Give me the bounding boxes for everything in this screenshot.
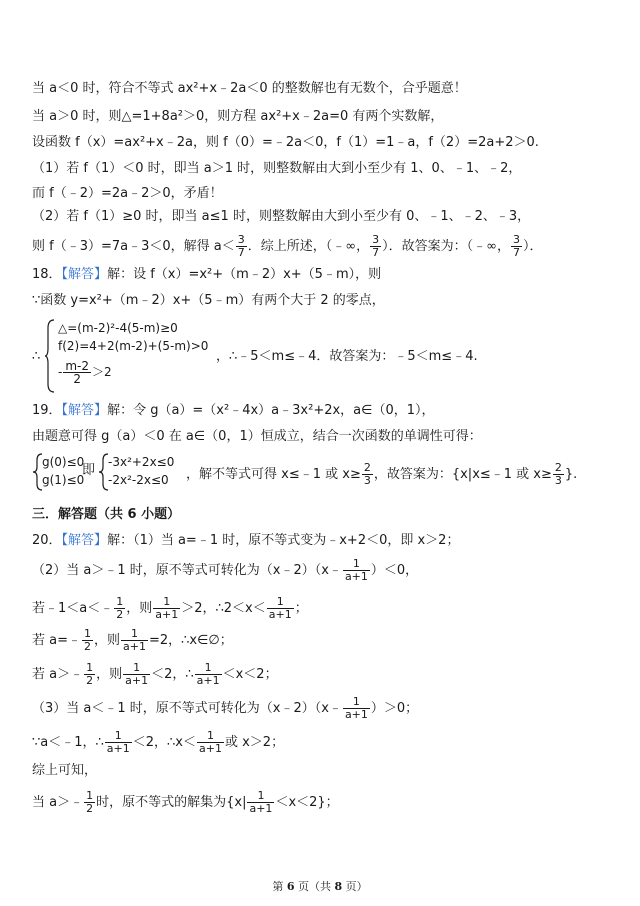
question-18-line bbox=[32, 266, 381, 284]
text-line: 当 a＜0 时，符合不等式 ax²+x﹣2a＜0 的整数解也有无数个，合乎题意！ bbox=[32, 81, 467, 96]
text-line-with-fractions: （2）当 a＞﹣1 时，原不等式可转化为（x﹣2）（x﹣ $\frac{1}{a+1}$ ）＜0， bbox=[32, 557, 419, 583]
system-row: g(0)≤0 bbox=[42, 455, 85, 469]
question-number: 19． bbox=[32, 403, 62, 418]
text-line: 当 a＞0 时，则△=1+8a²＞0，则方程 ax²+x﹣2a=0 有两个实数解， bbox=[32, 109, 444, 124]
system-row: f(2)=4+2(m-2)+(5-m)>0 bbox=[58, 339, 209, 353]
text-line-with-fractions: 当 a＞﹣ $\frac{1}{2}$ 时，原不等式的解集为{x| $\frac{1}{a+1}$ ＜x＜2}； bbox=[32, 789, 339, 815]
section-heading: 三．解答题（共 6 小题） bbox=[32, 507, 181, 522]
text-line-with-fractions: 若 a=﹣ $\frac{1}{2}$ ，则 $\frac{1}{a+1}$ =2，∴x∈∅； bbox=[32, 627, 233, 653]
text-segment: 则 f（﹣3）=7a﹣3＜0，解得 a＜ bbox=[32, 239, 235, 254]
fraction: $\frac{3}{7}$ bbox=[372, 233, 380, 259]
fraction: $\frac{3}{7}$ bbox=[512, 233, 520, 259]
text-line: 综上可知， bbox=[32, 763, 98, 778]
system-row: - $\frac{m-2}{2}$ ＞2 bbox=[58, 359, 112, 386]
text-segment: ，∴﹣5＜m≤﹣4．故答案为：﹣5＜m≤﹣4. bbox=[216, 349, 478, 364]
question-number: 20． bbox=[32, 533, 62, 548]
text-line-with-fractions: 若﹣1＜a＜﹣ $\frac{1}{2}$ ，则 $\frac{1}{a+1}$ ＞2，∴2＜x＜ $\frac{1}{a+1}$ ； bbox=[32, 595, 308, 621]
text-segment: 解：（1）当 a=﹣1 时，原不等式变为﹣x+2＜0，即 x＞2； bbox=[107, 533, 460, 548]
text-line: （1）若 f（1）＜0 时，即当 a＞1 时，则整数解由大到小至少有 1、0、﹣1、﹣2， bbox=[32, 161, 522, 176]
question-19-line bbox=[32, 402, 435, 420]
text-segment: 解：设 f（x）=x²+（m﹣2）x+（5﹣m），则 bbox=[107, 267, 382, 282]
therefore-symbol: ∴ bbox=[32, 349, 41, 364]
question-number: 18． bbox=[32, 267, 62, 282]
text-line-with-fractions bbox=[32, 234, 542, 259]
system-row: -2x²-2x≤0 bbox=[108, 473, 169, 487]
text-line-with-fractions: ，解不等式可得 x≤﹣1 或 x≥ $\frac{2}{3}$ ，故答案为：{x|x≤﹣1 或 x≥ $\frac{2}{3}$ }. bbox=[186, 461, 578, 487]
fraction: $\frac{3}{7}$ bbox=[237, 233, 245, 259]
text-line: 由题意可得 g（a）＜0 在 a∈（0，1）恒成立，结合一次函数的单调性可得： bbox=[32, 429, 482, 444]
text-line: ∵函数 y=x²+（m﹣2）x+（5﹣m）有两个大于 2 的零点， bbox=[32, 293, 385, 308]
text-line: 而 f（﹣2）=2a﹣2＞0，矛盾！ bbox=[32, 186, 223, 201]
equation-system bbox=[44, 318, 214, 394]
answer-tag: 【解答】 bbox=[61, 403, 108, 418]
text-line-with-fractions: ∵a＜﹣1，∴ $\frac{1}{a+1}$ ＜2，∴x＜ $\frac{1}{a+1}$ 或 x＞2； bbox=[32, 729, 285, 755]
text-line-with-fractions: （3）当 a＜﹣1 时，原不等式可转化为（x﹣2）（x﹣ $\frac{1}{a+1}$ ）＞0； bbox=[32, 695, 419, 721]
text-line: 设函数 f（x）=ax²+x﹣2a，则 f（0）=﹣2a＜0，f（1）=1﹣a，f（2）=2a+2＞0. bbox=[32, 135, 539, 150]
text-line: （2）若 f（1）≥0 时，即当 a≤1 时，则整数解由大到小至少有 0、﹣1、﹣2、﹣3， bbox=[32, 209, 531, 224]
question-20-line bbox=[32, 532, 459, 550]
system-row: g(1)≤0 bbox=[42, 473, 85, 487]
text-segment: 即 bbox=[82, 463, 96, 478]
system-row: △=(m-2)²-4(5-m)≥0 bbox=[58, 321, 178, 335]
text-segment: ）． bbox=[522, 239, 543, 254]
answer-tag: 【解答】 bbox=[61, 533, 108, 548]
text-line-with-fractions: 若 a＞﹣ $\frac{1}{2}$ ，则 $\frac{1}{a+1}$ ＜2，∴ $\frac{1}{a+1}$ ＜x＜2； bbox=[32, 661, 278, 687]
left-brace-icon bbox=[44, 318, 56, 394]
page-footer: 第 6 页（共 8 页） bbox=[272, 880, 368, 893]
text-segment: ．综上所述，（﹣∞， bbox=[247, 239, 370, 254]
equation-system bbox=[98, 452, 188, 492]
text-segment: ）．故答案为：（﹣∞， bbox=[382, 239, 510, 254]
answer-tag: 【解答】 bbox=[61, 267, 108, 282]
text-segment: 解：令 g（a）=（x²﹣4x）a﹣3x²+2x，a∈（0，1）， bbox=[107, 403, 435, 418]
system-row: -3x²+2x≤0 bbox=[108, 455, 175, 469]
